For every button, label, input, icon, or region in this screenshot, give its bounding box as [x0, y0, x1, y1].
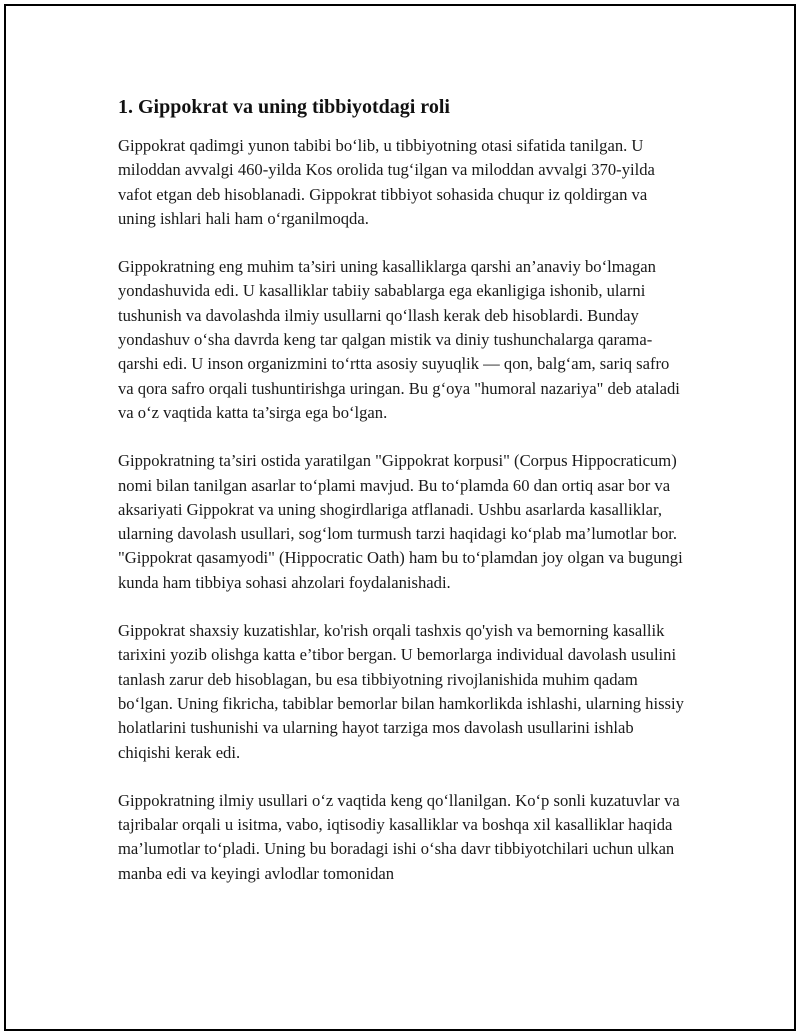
paragraph-scientific-methods: Gippokratning ilmiy usullari o‘z vaqtida keng qo‘llanilgan. Ko‘p sonli kuzatuvlar va tajribalar orqali u isitma, vabo, iqtisodiy kasalliklar va boshqa xil kasalliklar haqida ma’lumotlar to‘pladi. Uning bu boradagi ishi o‘sha davr tibbiyotchilari uchun ulkan manba edi va keyingi avlodlar tomonidan — [118, 790, 680, 883]
paragraph-introduction: Gippokrat qadimgi yunon tabibi bo‘lib, u tibbiyotning otasi sifatida tanilgan. U miloddan avvalgi 460-yilda Kos orolida tug‘ilgan va miloddan avvalgi 370-yilda vafot etgan deb hisoblanadi. Gippokrat tibbiyot sohasida chuqur iz qoldirgan va uning ishlari hali ham o‘rganilmoqda. — [118, 136, 655, 228]
paragraph-observation: Gippokrat shaxsiy kuzatishlar, ko'rish orqali tashxis qo'yish va bemorning kasallik tarixini yozib olishga katta e’tibor bergan. U bemorlarga individual davolash usulini tanlash zarur deb hisoblagan, bu esa tibbiyotning rivojlanishida muhim qadam bo‘lgan. Uning fikricha, tabiblar bemorlar bilan hamkorlikda ishlashi, ularning hissiy holatlarini tushunishi va ularning hayot tarziga mos davolash usullarini ishlab chiqishi kerak edi. — [118, 621, 684, 762]
paragraph-humoral-theory: Gippokratning eng muhim ta’siri uning kasalliklarga qarshi an’anaviy bo‘lmagan yondashuvida edi. U kasalliklar tabiiy sabablarga ega ekanligiga ishonib, ularni tushunish va davolashda ilmiy usullarni qo‘llash kerak deb hisoblardi. Bunday yondashuv o‘sha davrda keng tar qalgan mistik va diniy tushunchalarga qarama-qarshi edi. U inson organizmini to‘rtta asosiy suyuqlik — qon, balg‘am, sariq safro va qora safro orqali tushuntirishga uringan. Bu g‘oya "humoral nazariya" deb ataladi va o‘z vaqtida katta ta’sirga ega bo‘lgan. — [118, 257, 680, 422]
paragraph-corpus: Gippokratning ta’siri ostida yaratilgan "Gippokrat korpusi" (Corpus Hippocraticum) nomi bilan tanilgan asarlar to‘plami mavjud. Bu to‘plamda 60 dan ortiq asar bor va aksariyati Gippokrat va uning shogirdlariga atflanadi. Ushbu asarlarda kasalliklar, ularning davolash usullari, sog‘lom turmush tarzi haqidagi ko‘plab ma’lumotlar bor. "Gippokrat qasamyodi" (Hippocratic Oath) ham bu to‘plamdan joy olgan va bugungi kunda ham tibbiya sohasi ahzolari foydalanishadi. — [118, 451, 683, 592]
document-body — [118, 94, 688, 910]
section-heading: 1. Gippokrat va uning tibbiyotdagi roli — [118, 96, 450, 118]
